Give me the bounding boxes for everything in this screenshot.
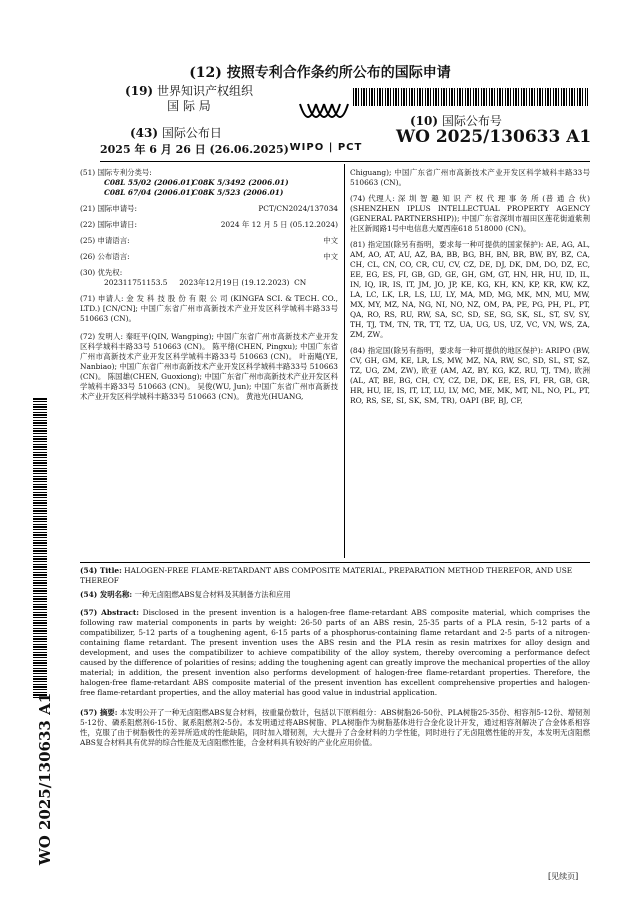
top-barcode (353, 88, 588, 106)
body-rule (80, 562, 590, 563)
pubnum-label: 国际公布号 (441, 114, 502, 128)
pubdate-label-block (130, 124, 222, 141)
designated-states-national: (81) 指定国(除另有指明，要求每一种可提供的国家保护): AE, AG, AL, AM, AO, AT, AU, AZ, BA, BB, BG, BH, BN, BR, BW, BY, BZ, CA, CH, CL, CN, CO, CR, CU, CV, CZ, DE, DJ, DK, DM, DO, DZ, EC, EE, EG, ES, FI, GB, GD, GE, GH, GM, GT, HN, HR, HU, ID, IL, IN, IQ, IR, IS, IT, JM, JO, JP, KE, KG, KH, KN, KP, KR, KW, KZ, LA, LC, LK, LR, LS, LU, LY, MA, MD, MG, MK, MN, MU, MW, MX, MY, MZ, NA, NG, NI, NO, NZ, OM, PA, PE, PG, PH, PL, PT, QA, RO, RS, RU, RW, SA, SC, SD, SE, SG, SK, SL, ST, SV, SY, TH, TJ, TM, TN, TR, TT, TZ, UA, UG, US, UZ, VC, VN, WS, ZA, ZM, ZW。 (350, 240, 590, 339)
title-english-value: HALOGEN-FREE FLAME-RETARDANT ABS COMPOSITE MATERIAL, PREPARATION METHOD THEREFOR, AND USE THEREOF (80, 566, 573, 585)
ipc-code: C08K 5/523 (2006.01) (192, 188, 284, 197)
continued-note: [见续页] (548, 872, 579, 881)
abstract-chinese-label: (57) 摘要: (80, 708, 118, 717)
filing-date-value: 2024 年 12 月 5 日 (05.12.2024) (220, 220, 338, 229)
wipo-logo (286, 100, 366, 153)
wipo-emblem-icon (286, 100, 366, 140)
inventors-text: (72) 发明人: 秦旺平(QIN, Wangping); 中国广东省广州市高新技术产业开发区科学城科丰路33号 510663 (CN)。 陈平绪(CHEN, Pingxu); 中国广东省广州市高新技术产业开发区科学城科丰路33号 510663 (CN)。 叶南飚(YE, Nanbiao); 中国广东省广州市高新技术产业开发区科学城科丰路33号 510663 (CN)。 陈国雄(CHEN, Guoxiong); 中国广东省广州市高新技术产业开发区科学城科丰路33号 510663 (CN)。 吴俊(WU, Jun); 中国广东省广州市高新技术产业开发区科学城科丰路33号 510663 (CN)。 黄池光(HUANG, (80, 332, 338, 401)
ipc-code: C08K 5/3492 (2006.01) (192, 178, 289, 187)
ipc-label: (51) 国际专利分类号: (80, 168, 152, 177)
abstract-chinese-text: 本发明公开了一种无卤阻燃ABS复合材料，按重量份数计，包括以下原料组分：ABS树脂26-50份、PLA树脂25-35份、相容剂5-12份、增韧剂5-12份、磷系阻燃剂6-15份、氮系阻燃剂2-5份。本发明通过将ABS树脂、PLA树脂作为树脂基体进行合金化设计开发，通过相容剂解决了合金体系相容性，克服了由于树脂极性的差异所造成的性能缺陷，同时加入增韧剂，大大提升了合金材料的力学性能，同时进行了无卤阻燃性能的开发，本发明无卤阻燃ABS复合材料具有优异的综合性能及无卤阻燃性能，合金材料具有较好的产业化应用价值。 (80, 708, 590, 747)
office-name: 世界知识产权组织 (156, 84, 253, 98)
abstract-english-text: Disclosed in the present invention is a halogen-free flame-retardant ABS composite material, which comprises the following raw material components in parts by weight: 26-50 parts of an ABS resin, 25-35 parts of a PLA resin, 5-12 parts of a compatibilizer, 5-12 parts of a toughening agent, 6-15 parts of a phosphorus-containing flame retardant and 2-5 parts of a nitrogen-containing flame retardant. The present invention uses the ABS resin and the PLA resin as resin matrixes for alloy design and development, and uses the compatibilizer to achieve compatibility of the alloy system, thereby overcoming a performance defect caused by the difference of polarities of resins; adding the toughening agent can greatly improve the mechanical properties of the alloy material; in addition, the present invention also performs development of halogen-free flame-retardant properties. Therefore, the halogen-free flame-retardant ABS composite material of the present invention has excellent comprehensive properties and halogen-free flame-retardant properties, and the alloy material has good value in industrial application. (80, 608, 590, 697)
publication-language-label: (26) 公布语言: (80, 252, 130, 261)
pubdate-code: (43) (130, 126, 159, 140)
ipc-code: C08L 67/04 (2006.01) (104, 188, 195, 197)
publication-language-row (80, 252, 338, 262)
filing-language-value: 中文 (323, 236, 338, 245)
abstract-english-label: (57) Abstract: (80, 608, 139, 617)
title-english-label: (54) Title: (80, 566, 122, 575)
filing-language-row (80, 236, 338, 246)
document-title: (12) 按照专利合作条约所公布的国际申请 (189, 65, 451, 81)
designated-states-regional: (84) 指定国(除另有指明，要求每一种可提供的地区保护): ARIPO (BW, CV, GH, GM, KE, LR, LS, MW, MZ, NA, RW, SC, SD, SL, ST, SZ, TZ, UG, ZM, ZW), 欧亚 (AM, AZ, BY, KG, KZ, RU, TJ, TM), 欧洲 (AL, AT, BE, BG, CH, CY, CZ, DE, DK, EE, ES, FI, FR, GB, GR, HR, HU, IE, IS, IT, LT, LU, LV, MC, ME, MK, MT, NL, NO, PL, PT, RO, RS, SE, SI, SK, SM, TR), OAPI (BF, BJ, CF, (350, 346, 590, 405)
filing-date-label: (22) 国际申请日: (80, 220, 137, 229)
wipo-logo-text: WIPO | PCT (289, 142, 363, 153)
abstract-section (80, 566, 590, 748)
priority-value: 202311751153.5 2023年12月19日 (19.12.2023) CN (104, 278, 307, 287)
right-column (350, 168, 590, 406)
pubnum-value: WO 2025/130633 A1 (396, 127, 592, 147)
office-subname: 国 际 局 (167, 99, 211, 113)
priority-label: (30) 优先权: (80, 268, 123, 277)
header-rule (100, 161, 590, 162)
pubnum-code: (10) (410, 114, 439, 128)
agent-text: (74) 代理人: 深 圳 智 趣 知 识 产 权 代 理 事 务 所 (普 通 合 伙) (SHENZHEN IPLUS INTELLECTUAL PROPERTY AGENCY (GENERAL PARTNERSHIP)); 中国广东省深圳市福田区莲花街道紫荆社区新闻路1号中电信息大厦西座618 518000 (CN)。 (350, 194, 590, 233)
side-publication-number: WO 2025/130633 A1 (36, 692, 54, 866)
title-english (80, 566, 590, 586)
filing-date-row (80, 220, 338, 230)
pubdate-label: 国际公布日 (161, 126, 222, 140)
column-divider (344, 164, 345, 558)
application-number-row (80, 204, 338, 214)
application-number-label: (21) 国际申请号: (80, 204, 137, 213)
application-number-value: PCT/CN2024/137034 (258, 204, 338, 213)
abstract-english (80, 608, 590, 698)
publication-language-value: 中文 (323, 252, 338, 261)
left-column (80, 168, 338, 402)
filing-language-label: (25) 申请语言: (80, 236, 130, 245)
title-chinese (80, 590, 590, 600)
abstract-chinese (80, 708, 590, 748)
title-chinese-value: 一种无卤阻燃ABS复合材料及其制备方法和应用 (134, 590, 291, 599)
side-barcode (33, 398, 47, 698)
title-chinese-label: (54) 发明名称: (80, 590, 133, 599)
office-block (100, 84, 278, 114)
ipc-code: C08L 55/02 (2006.01) (104, 178, 195, 187)
pubdate-value: 2025 年 6 月 26 日 (26.06.2025) (100, 143, 289, 156)
office-code: (19) (125, 84, 154, 98)
applicant-text: (71) 申请人: 金 发 科 技 股 份 有 限 公 司 (KINGFA SCI. & TECH. CO., LTD.) [CN/CN]; 中国广东省广州市高新技术产业开发区科学城科丰路33号 510663 (CN)。 (80, 294, 338, 323)
inventor-continuation: Chiguang); 中国广东省广州市高新技术产业开发区科学城科丰路33号 510663 (CN)。 (350, 168, 590, 187)
ipc-grid (104, 178, 338, 198)
